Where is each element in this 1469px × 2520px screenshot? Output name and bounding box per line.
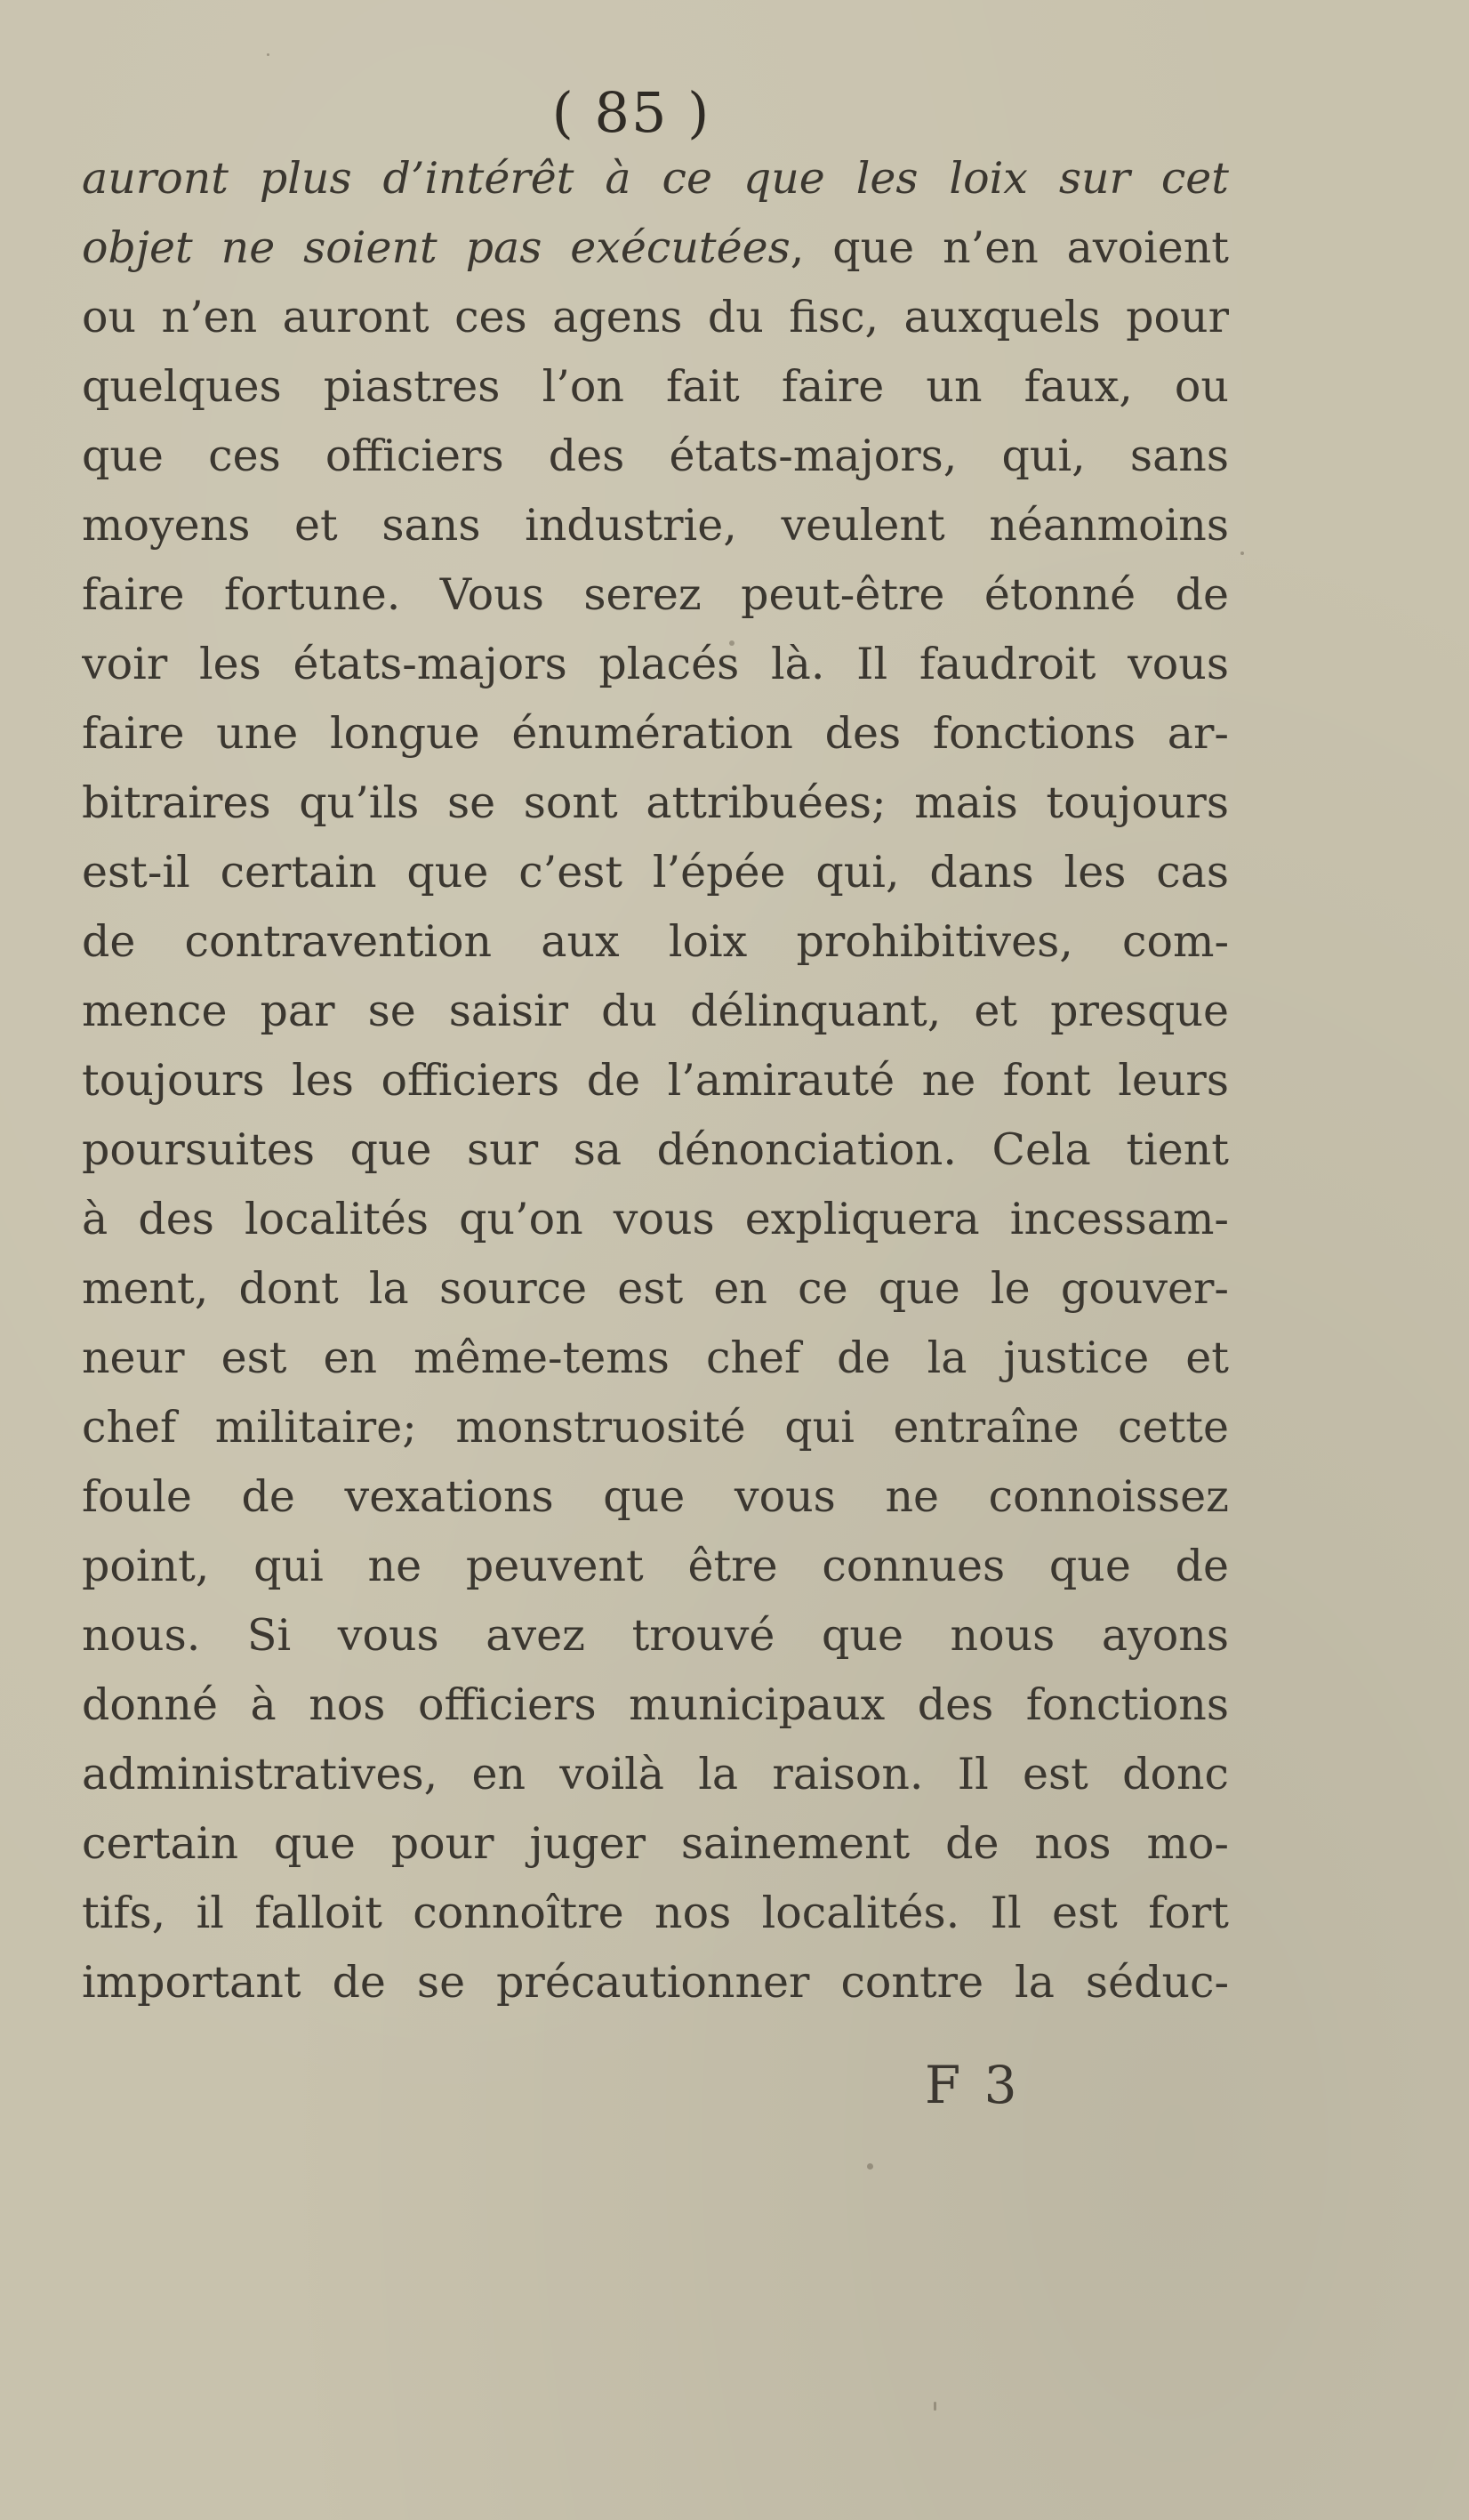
text-segment: mence par se saisir du délinquant, et presque	[82, 986, 1229, 1036]
text-segment: nous. Si vous avez trouvé que nous ayons	[82, 1610, 1229, 1661]
text-line	[82, 977, 1229, 1046]
text-line	[82, 491, 1229, 560]
text-line	[82, 352, 1229, 422]
text-segment: foule de vexations que vous ne connoissez	[82, 1471, 1229, 1522]
text-line	[82, 1462, 1229, 1532]
text-line	[82, 1115, 1229, 1185]
text-segment: ou n’en auront ces agens du fisc, auxquels pour	[82, 292, 1229, 342]
text-segment: tifs, il falloit connoître nos localités. Il est fort	[82, 1888, 1229, 1938]
text-segment: faire fortune. Vous serez peut-être étonné de	[82, 569, 1229, 620]
text-segment: bitraires qu’ils se sont attribuées; mais toujours	[82, 777, 1229, 828]
paper-spot	[1240, 552, 1244, 555]
text-segment: à des localités qu’on vous expliquera incessam-	[82, 1194, 1229, 1244]
paper-spot	[867, 2163, 873, 2170]
text-segment: de contravention aux loix prohibitives, com-	[82, 916, 1229, 967]
text-segment: toujours les officiers de l’amirauté ne font leurs	[82, 1055, 1229, 1106]
text-segment: que ces officiers des états-majors, qui, sans	[82, 431, 1229, 481]
text-line	[82, 630, 1229, 699]
text-line	[82, 1046, 1229, 1115]
text-line	[82, 213, 1229, 283]
paper-spot	[934, 2402, 936, 2411]
text-line	[82, 1393, 1229, 1462]
text-segment: administratives, en voilà la raison. Il est donc	[82, 1749, 1229, 1799]
text-segment: ment, dont la source est en ce que le gouver-	[82, 1263, 1229, 1314]
text-segment: donné à nos officiers municipaux des fonctions	[82, 1679, 1229, 1730]
text-segment: quelques piastres l’on fait faire un faux, ou	[82, 361, 1229, 412]
text-line	[82, 1879, 1229, 1948]
signature-mark: F 3	[925, 2055, 1021, 2115]
text-line	[82, 1532, 1229, 1601]
text-segment: certain que pour juger sainement de nos mo-	[82, 1818, 1229, 1869]
text-line	[82, 1601, 1229, 1671]
text-segment: voir les états-majors placés là. Il faudroit vous	[82, 639, 1229, 689]
text-line	[82, 769, 1229, 838]
text-line	[82, 1809, 1229, 1879]
text-line	[82, 560, 1229, 630]
text-segment: , que n’en avoient	[790, 222, 1229, 273]
paper-spot	[267, 53, 269, 56]
text-line	[82, 1740, 1229, 1809]
text-line	[82, 838, 1229, 907]
text-segment: important de se précautionner contre la séduc-	[82, 1957, 1229, 2008]
text-segment: point, qui ne peuvent être connues que de	[82, 1541, 1229, 1591]
text-segment: faire une longue énumération des fonctions ar-	[82, 708, 1229, 759]
text-line	[82, 422, 1229, 491]
text-segment: moyens et sans industrie, veulent néanmoins	[82, 500, 1229, 551]
text-segment: neur est en même-tems chef de la justice et	[82, 1332, 1229, 1383]
italic-text: objet ne soient pas exécutées	[82, 222, 791, 273]
text-line	[82, 144, 1229, 213]
text-line	[82, 699, 1229, 769]
text-line	[82, 1324, 1229, 1393]
page-number: ( 85 )	[551, 80, 711, 145]
text-line	[82, 1185, 1229, 1254]
body-text	[82, 144, 1229, 2017]
italic-text: auront plus d’intérêt à ce que les loix sur cet	[82, 153, 1229, 204]
text-line	[82, 1254, 1229, 1324]
text-line	[82, 1671, 1229, 1740]
text-segment: est-il certain que c’est l’épée qui, dans les cas	[82, 847, 1229, 898]
text-line	[82, 1948, 1229, 2017]
text-line	[82, 907, 1229, 977]
text-segment: chef militaire; monstruosité qui entraîne cette	[82, 1402, 1229, 1453]
text-segment: poursuites que sur sa dénonciation. Cela tient	[82, 1124, 1229, 1175]
text-line	[82, 283, 1229, 352]
